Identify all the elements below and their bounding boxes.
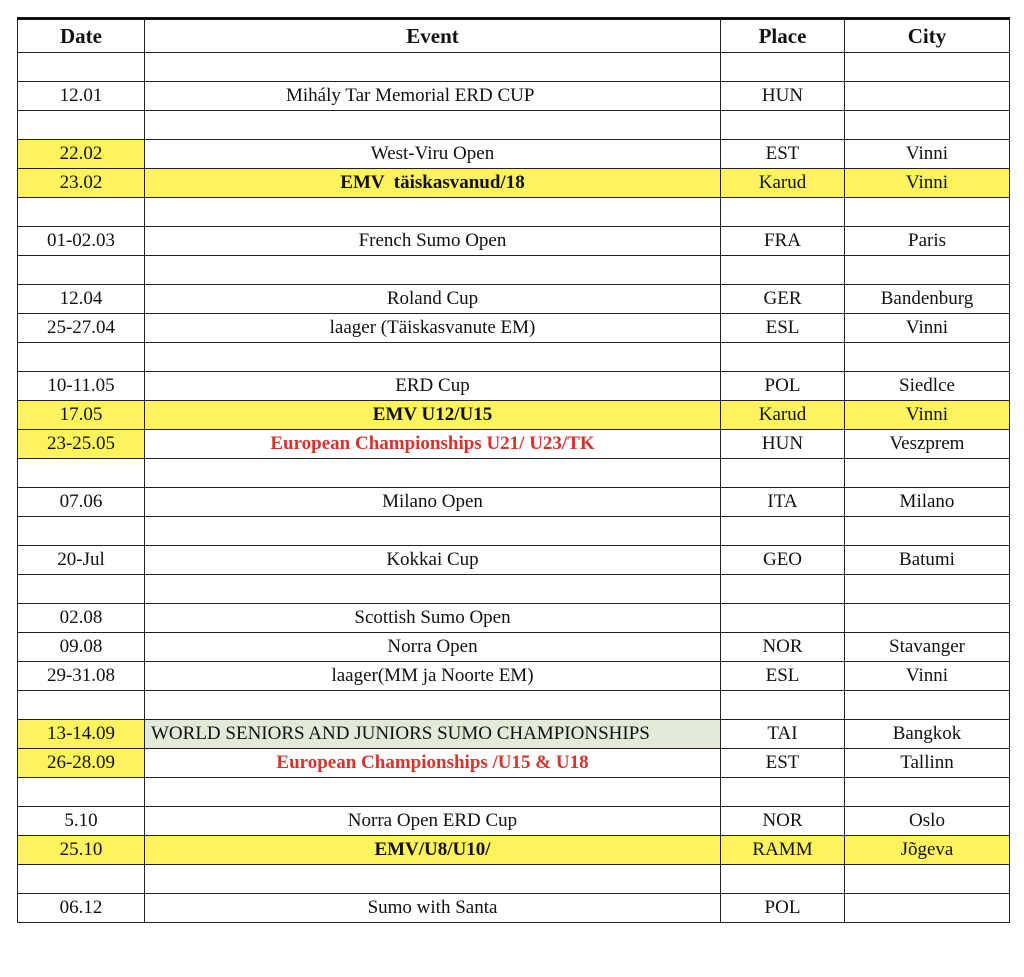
event-cell: Norra Open bbox=[145, 633, 721, 662]
city-cell: Tallinn bbox=[845, 749, 1010, 778]
city-cell bbox=[845, 894, 1010, 923]
place-cell bbox=[721, 111, 845, 140]
header-row bbox=[18, 19, 1010, 53]
table-row bbox=[18, 778, 1010, 807]
city-cell: Vinni bbox=[845, 401, 1010, 430]
city-cell bbox=[845, 82, 1010, 111]
date-cell: 02.08 bbox=[18, 604, 145, 633]
city-cell: Jõgeva bbox=[845, 836, 1010, 865]
event-cell bbox=[145, 575, 721, 604]
table-row bbox=[18, 807, 1010, 836]
date-cell: 17.05 bbox=[18, 401, 145, 430]
date-cell bbox=[18, 459, 145, 488]
place-cell: HUN bbox=[721, 430, 845, 459]
date-cell: 25.10 bbox=[18, 836, 145, 865]
event-cell bbox=[145, 865, 721, 894]
date-cell bbox=[18, 575, 145, 604]
event-cell: laager(MM ja Noorte EM) bbox=[145, 662, 721, 691]
table-row bbox=[18, 430, 1010, 459]
table-row-highlighted bbox=[18, 169, 1010, 198]
table-row bbox=[18, 227, 1010, 256]
city-cell bbox=[845, 198, 1010, 227]
city-cell: Vinni bbox=[845, 314, 1010, 343]
city-cell: Paris bbox=[845, 227, 1010, 256]
table-row bbox=[18, 604, 1010, 633]
table-row bbox=[18, 314, 1010, 343]
header-place: Place bbox=[721, 19, 845, 53]
table-row bbox=[18, 82, 1010, 111]
place-cell: GER bbox=[721, 285, 845, 314]
city-cell bbox=[845, 865, 1010, 894]
place-cell bbox=[721, 691, 845, 720]
event-cell: French Sumo Open bbox=[145, 227, 721, 256]
table-row bbox=[18, 546, 1010, 575]
place-cell bbox=[721, 256, 845, 285]
place-cell: NOR bbox=[721, 807, 845, 836]
place-cell bbox=[721, 778, 845, 807]
city-cell bbox=[845, 256, 1010, 285]
table-row bbox=[18, 488, 1010, 517]
place-cell: Karud bbox=[721, 169, 845, 198]
date-cell bbox=[18, 691, 145, 720]
date-cell: 13-14.09 bbox=[18, 720, 145, 749]
event-cell: EMV/U8/U10/ bbox=[145, 836, 721, 865]
date-cell bbox=[18, 865, 145, 894]
place-cell: FRA bbox=[721, 227, 845, 256]
city-cell bbox=[845, 517, 1010, 546]
event-cell: laager (Täiskasvanute EM) bbox=[145, 314, 721, 343]
place-cell: ITA bbox=[721, 488, 845, 517]
table-row bbox=[18, 372, 1010, 401]
place-cell: GEO bbox=[721, 546, 845, 575]
date-cell bbox=[18, 256, 145, 285]
city-cell: Stavanger bbox=[845, 633, 1010, 662]
event-cell bbox=[145, 111, 721, 140]
place-cell: Karud bbox=[721, 401, 845, 430]
date-cell bbox=[18, 343, 145, 372]
table-row bbox=[18, 517, 1010, 546]
header-event: Event bbox=[145, 19, 721, 53]
city-cell bbox=[845, 343, 1010, 372]
table-row bbox=[18, 662, 1010, 691]
date-cell bbox=[18, 517, 145, 546]
place-cell bbox=[721, 517, 845, 546]
table-row bbox=[18, 691, 1010, 720]
event-cell: EMV täiskasvanud/18 bbox=[145, 169, 721, 198]
date-cell: 09.08 bbox=[18, 633, 145, 662]
city-cell bbox=[845, 111, 1010, 140]
header-city: City bbox=[845, 19, 1010, 53]
date-cell: 25-27.04 bbox=[18, 314, 145, 343]
date-cell: 26-28.09 bbox=[18, 749, 145, 778]
event-cell: Norra Open ERD Cup bbox=[145, 807, 721, 836]
place-cell: POL bbox=[721, 372, 845, 401]
place-cell bbox=[721, 459, 845, 488]
table-row bbox=[18, 720, 1010, 749]
header-date: Date bbox=[18, 19, 145, 53]
place-cell bbox=[721, 604, 845, 633]
city-cell: Batumi bbox=[845, 546, 1010, 575]
event-cell: ERD Cup bbox=[145, 372, 721, 401]
table-row bbox=[18, 633, 1010, 662]
event-cell bbox=[145, 459, 721, 488]
table-row bbox=[18, 53, 1010, 82]
event-cell: WORLD SENIORS AND JUNIORS SUMO CHAMPIONSHIPS bbox=[145, 720, 721, 749]
event-cell: Kokkai Cup bbox=[145, 546, 721, 575]
place-cell: ESL bbox=[721, 662, 845, 691]
event-cell: European Championships /U15 & U18 bbox=[145, 749, 721, 778]
city-cell: Milano bbox=[845, 488, 1010, 517]
event-cell: Milano Open bbox=[145, 488, 721, 517]
date-cell: 12.01 bbox=[18, 82, 145, 111]
date-cell: 07.06 bbox=[18, 488, 145, 517]
date-cell: 22.02 bbox=[18, 140, 145, 169]
city-cell bbox=[845, 604, 1010, 633]
place-cell: NOR bbox=[721, 633, 845, 662]
city-cell: Veszprem bbox=[845, 430, 1010, 459]
event-cell: Mihály Tar Memorial ERD CUP bbox=[145, 82, 721, 111]
city-cell bbox=[845, 691, 1010, 720]
table-row bbox=[18, 575, 1010, 604]
date-cell: 20-Jul bbox=[18, 546, 145, 575]
event-cell: West-Viru Open bbox=[145, 140, 721, 169]
event-cell bbox=[145, 691, 721, 720]
date-cell: 29-31.08 bbox=[18, 662, 145, 691]
event-cell bbox=[145, 53, 721, 82]
place-cell bbox=[721, 575, 845, 604]
event-cell bbox=[145, 198, 721, 227]
date-cell: 01-02.03 bbox=[18, 227, 145, 256]
place-cell: RAMM bbox=[721, 836, 845, 865]
city-cell: Bandenburg bbox=[845, 285, 1010, 314]
city-cell bbox=[845, 459, 1010, 488]
place-cell: EST bbox=[721, 140, 845, 169]
table-row bbox=[18, 140, 1010, 169]
date-cell: 5.10 bbox=[18, 807, 145, 836]
event-cell: EMV U12/U15 bbox=[145, 401, 721, 430]
event-cell: Sumo with Santa bbox=[145, 894, 721, 923]
table-row bbox=[18, 111, 1010, 140]
event-cell bbox=[145, 343, 721, 372]
date-cell: 23-25.05 bbox=[18, 430, 145, 459]
table-row bbox=[18, 285, 1010, 314]
city-cell: Oslo bbox=[845, 807, 1010, 836]
table-row bbox=[18, 865, 1010, 894]
date-cell: 23.02 bbox=[18, 169, 145, 198]
city-cell: Vinni bbox=[845, 662, 1010, 691]
date-cell bbox=[18, 53, 145, 82]
city-cell bbox=[845, 575, 1010, 604]
place-cell: TAI bbox=[721, 720, 845, 749]
table-row bbox=[18, 459, 1010, 488]
place-cell bbox=[721, 53, 845, 82]
date-cell bbox=[18, 198, 145, 227]
table-row bbox=[18, 749, 1010, 778]
city-cell: Vinni bbox=[845, 169, 1010, 198]
event-cell: European Championships U21/ U23/TK bbox=[145, 430, 721, 459]
city-cell bbox=[845, 778, 1010, 807]
event-cell: Roland Cup bbox=[145, 285, 721, 314]
city-cell: Vinni bbox=[845, 140, 1010, 169]
table-row bbox=[18, 894, 1010, 923]
place-cell: HUN bbox=[721, 82, 845, 111]
date-cell: 06.12 bbox=[18, 894, 145, 923]
place-cell bbox=[721, 343, 845, 372]
schedule-table bbox=[17, 17, 1010, 923]
city-cell: Bangkok bbox=[845, 720, 1010, 749]
event-cell bbox=[145, 778, 721, 807]
place-cell: EST bbox=[721, 749, 845, 778]
event-cell: Scottish Sumo Open bbox=[145, 604, 721, 633]
place-cell bbox=[721, 865, 845, 894]
table-row-highlighted bbox=[18, 401, 1010, 430]
event-cell bbox=[145, 256, 721, 285]
city-cell bbox=[845, 53, 1010, 82]
table-row-highlighted bbox=[18, 836, 1010, 865]
place-cell: POL bbox=[721, 894, 845, 923]
table-row bbox=[18, 198, 1010, 227]
city-cell: Siedlce bbox=[845, 372, 1010, 401]
date-cell bbox=[18, 778, 145, 807]
date-cell bbox=[18, 111, 145, 140]
table-row bbox=[18, 343, 1010, 372]
place-cell: ESL bbox=[721, 314, 845, 343]
place-cell bbox=[721, 198, 845, 227]
date-cell: 10-11.05 bbox=[18, 372, 145, 401]
date-cell: 12.04 bbox=[18, 285, 145, 314]
table-row bbox=[18, 256, 1010, 285]
event-cell bbox=[145, 517, 721, 546]
